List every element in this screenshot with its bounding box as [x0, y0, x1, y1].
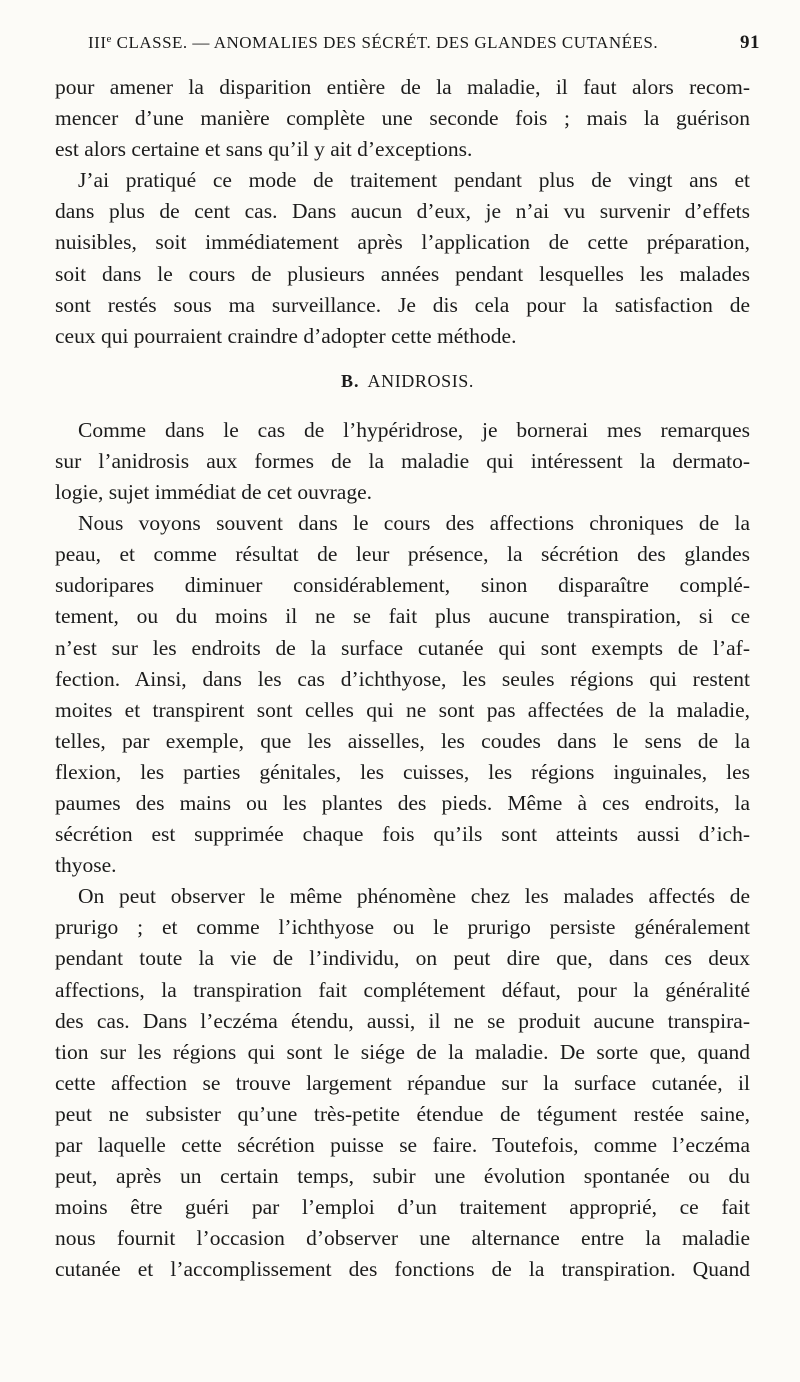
section-title: ANIDROSIS. [367, 370, 475, 391]
text-line: sécrétion est supprimée chaque fois qu’ils sont atteints aussi d’ich- [55, 822, 750, 847]
text-line: nous fournit l’occasion d’observer une alternance entre la maladie [55, 1226, 750, 1251]
paragraph-treatment [55, 165, 750, 352]
text-line: dans plus de cent cas. Dans aucun d’eux, je n’ai vu survenir d’effets [55, 199, 750, 224]
text-line: peut ne subsister qu’une très-petite étendue de tégument restée saine, [55, 1101, 750, 1126]
text-line: tement, ou du moins il ne se fait plus aucune transpiration, si ce [55, 604, 750, 629]
text-line: pendant toute la vie de l’individu, on peut dire que, dans ces deux [55, 946, 750, 971]
text-line: On peut observer le même phénomène chez les malades affectés de [78, 884, 750, 909]
text-line: est alors certaine et sans qu’il y ait d’exceptions. [55, 137, 473, 162]
page-header [88, 32, 760, 72]
text-line: sur l’anidrosis aux formes de la maladie qui intéressent la dermato- [55, 448, 750, 473]
section-heading [55, 366, 750, 396]
body-text [55, 72, 750, 1285]
text-line: mencer d’une manière complète une seconde fois ; mais la guérison [55, 106, 750, 131]
text-line: nuisibles, soit immédiatement après l’application de cette préparation, [55, 230, 750, 255]
page-number: 91 [740, 32, 760, 53]
text-line: peut, après un certain temps, subir une évolution spontanée ou du [55, 1164, 750, 1189]
text-line: affections, la transpiration fait complétement défaut, pour la généralité [55, 977, 750, 1002]
text-line: telles, par exemple, que les aisselles, les coudes dans le sens de la [55, 728, 750, 753]
running-head-superscript: e [106, 33, 112, 45]
text-line: peau, et comme résultat de leur présence, la sécrétion des glandes [55, 542, 750, 567]
text-line: sont restés sous ma surveillance. Je dis cela pour la satisfaction de [55, 292, 750, 317]
running-head: IIIe CLASSE. — ANOMALIES DES SÉCRÉT. DES GLANDES CUTANÉES. [88, 33, 659, 52]
text-line: Nous voyons souvent dans le cours des affections chroniques de la [78, 511, 750, 536]
text-line: par laquelle cette sécrétion puisse se faire. Toutefois, comme l’eczéma [55, 1133, 750, 1157]
text-line: cutanée et l’accomplissement des fonctions de la transpiration. Quand [55, 1257, 750, 1282]
text-line: paumes des mains ou les plantes des pieds. Même à ces endroits, la [55, 790, 750, 815]
text-line: J’ai pratiqué ce mode de traitement pendant plus de vingt ans et [78, 168, 750, 193]
paragraph-prurigo [55, 881, 750, 1285]
text-line: sudoripares diminuer considérablement, sinon disparaître complé- [55, 573, 750, 598]
text-line: fection. Ainsi, dans les cas d’ichthyose, les seules régions qui restent [55, 666, 750, 691]
paragraph-chronic-affections [55, 508, 750, 881]
paragraph-anidrosis-intro [55, 415, 750, 508]
text-line: thyose. [55, 853, 117, 878]
text-line: soit dans le cours de plusieurs années pendant lesquelles les malades [55, 261, 750, 286]
running-head-text: CLASSE. — ANOMALIES DES SÉCRÉT. DES GLANDES CUTANÉES. [116, 33, 659, 52]
text-line: prurigo ; et comme l’ichthyose ou le prurigo persiste généralement [55, 915, 750, 940]
text-line: cette affection se trouve largement répandue sur la surface cutanée, il [55, 1070, 750, 1095]
text-line: flexion, les parties génitales, les cuisses, les régions inguinales, les [55, 759, 750, 784]
text-line: Comme dans le cas de l’hypéridrose, je bornerai mes remarques [78, 417, 750, 442]
text-line: logie, sujet immédiat de cet ouvrage. [55, 480, 373, 505]
text-line: pour amener la disparition entière de la maladie, il faut alors recom- [55, 75, 750, 99]
text-line: ceux qui pourraient craindre d’adopter cette méthode. [55, 323, 517, 348]
paragraph-continuation [55, 72, 750, 165]
section-label: B. [340, 370, 360, 391]
text-line: tion sur les régions qui sont le siége de la maladie. De sorte que, quand [55, 1039, 750, 1064]
text-line: n’est sur les endroits de la surface cutanée qui sont exempts de l’af- [55, 635, 750, 660]
text-line: des cas. Dans l’eczéma étendu, aussi, il ne se produit aucune transpira- [55, 1008, 750, 1033]
text-line: moins être guéri par l’emploi d’un traitement approprié, ce fait [55, 1195, 750, 1220]
text-line: moites et transpirent sont celles qui ne sont pas affectées de la maladie, [55, 697, 750, 722]
